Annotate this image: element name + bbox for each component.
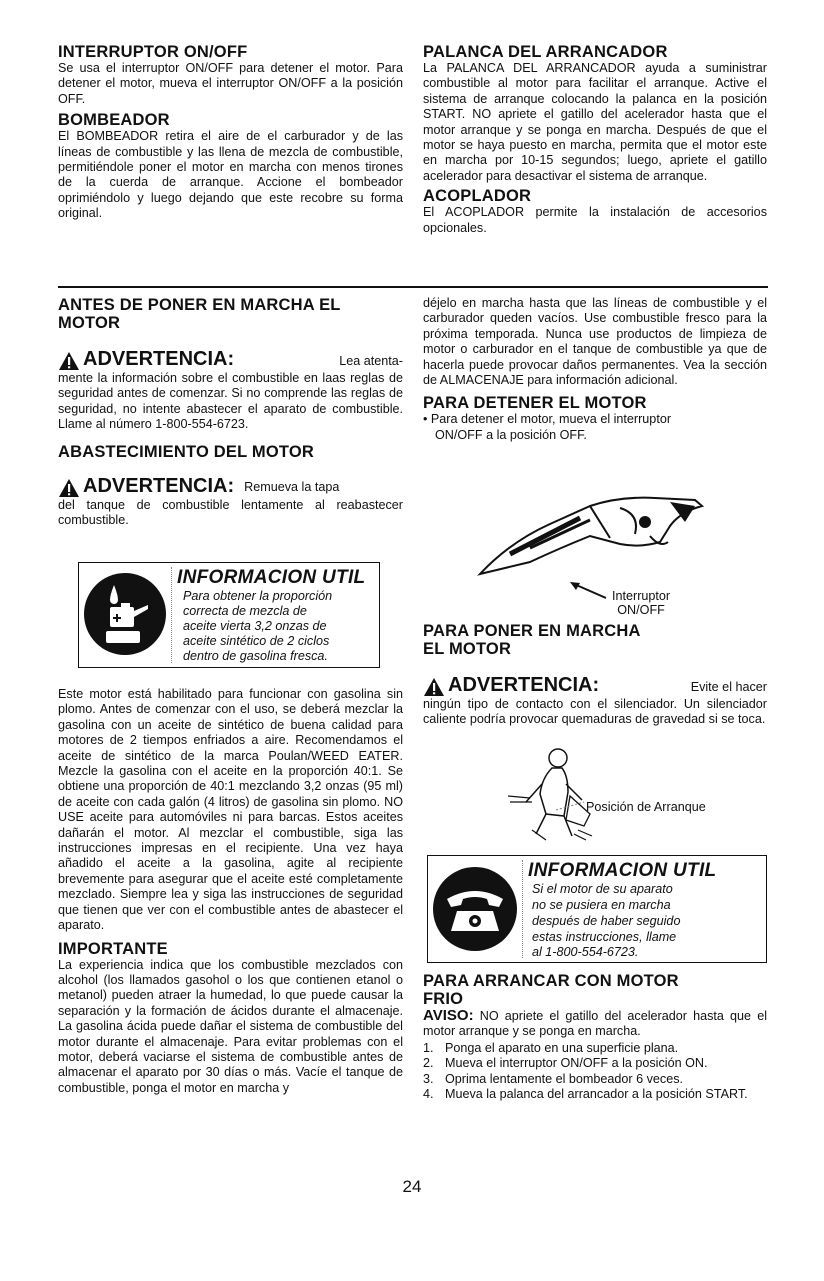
palanca-heading: PALANCA DEL ARRANCADOR xyxy=(423,43,668,61)
warning-1-label: ADVERTENCIA: xyxy=(83,348,235,370)
warning-triangle-icon xyxy=(58,351,80,371)
info-line: dentro de gasolina fresca. xyxy=(183,649,328,663)
importante-text: La experiencia indica que los combustible mezclados con alcohol (los llamados gasohol o los que contienen etanol o metanol) pueden atraer la humedad, lo que puede causar la separación y la formación de ácidos durante el almacenaje. La gasolina ácida puede dañar el sistema de combustible del motor durante el almacenaje. Para evitar problemas con el motor, deberá vaciarse el sistema de combustible antes de almacenar el aparato por 30 días o más. Vacíe el tanque de combustible, ponga el motor en marcha y xyxy=(58,957,403,1095)
detener-bullet-2: ON/OFF a la posición OFF. xyxy=(435,427,587,442)
warning-2-first: Remueva la tapa xyxy=(244,480,340,495)
info-line: aceite vierta 3,2 onzas de xyxy=(183,619,327,633)
poner-heading-line1: PARA PONER EN MARCHA xyxy=(423,622,641,640)
acoplador-heading: ACOPLADOR xyxy=(423,187,532,206)
warning-1-first: Lea atenta- xyxy=(339,353,403,368)
acoplador-text: El ACOPLADOR permite la instalación de accesorios opcionales. xyxy=(423,205,767,235)
info-divider xyxy=(171,567,172,663)
aviso-text xyxy=(423,1008,767,1040)
switch-label-line2: ON/OFF xyxy=(617,603,665,617)
step-item xyxy=(423,1087,767,1102)
info-line: correcta de mezcla de xyxy=(183,604,307,618)
step-number: 1. xyxy=(423,1040,434,1055)
info-line: al 1-800-554-6723. xyxy=(532,945,639,959)
warning-1-text: mente la información sobre el combustible en laas reglas de seguridad antes de comenzar. Si no comprende las reglas de seguridad, no intente abastecer el aparato de combustible. Llame al número 1-800-554-6723. xyxy=(58,371,403,432)
aviso-body: NO apriete el gatillo del acelerador hasta que el motor arranque y se ponga en marcha. xyxy=(423,1009,767,1039)
step-number: 4. xyxy=(423,1087,434,1102)
fuel-text: Este motor está habilitado para funcionar con gasolina sin plomo. Antes de comenzar con el uso, se deberá mezclar la gasolina con un aceite de sintético de buena calidad para motores de 2 tiempos enfriados a aire. Recomendamos el aceite de sintético de la marca Poulan/WEED EATER. Mezcle la gasolina con el aceite en la proporción 40:1. Se obtiene una proporción de 40:1 mezclando 3,2 onzas (95 ml) de aceite con cada galón (4 litros) de gasolina sin plomo. NO USE aceite para automóviles ni para barcas. Estos aceites dañarán el motor. Al mezclar el combustible, siga las instrucciones impresas en el recipiente. Una vez haya añadido el aceite a la gasolina, agite al recipiente brevemente para asegurar que el aceite esté completamente mezclado. Siempre lea y siga las instrucciones de seguridad que tienen que ver con el combustible antes de abastecer el aparato. xyxy=(58,687,403,933)
starting-position-illustration xyxy=(506,744,596,844)
detener-heading: PARA DETENER EL MOTOR xyxy=(423,394,647,413)
continued-text: déjelo en marcha hasta que las líneas de combustible y el carburador queden vacíos. Use combustible fresco para la próxima temporada. Nunca use productos de limpieza de motor o carburador en el tanque de combustible ya que de hacerla puede provocar daños permanentes. Vea la sección de ALMACENAJE para información adicional. xyxy=(423,296,767,388)
pointer-line xyxy=(556,798,586,812)
antes-heading-line1: ANTES DE PONER EN MARCHA EL xyxy=(58,296,341,314)
start-position-label: Posición de Arranque xyxy=(586,800,706,814)
interruptor-heading: INTERRUPTOR ON/OFF xyxy=(58,43,248,61)
page-number: 24 xyxy=(402,1177,422,1196)
poner-section xyxy=(423,622,767,728)
warning-2-label: ADVERTENCIA: xyxy=(83,474,235,497)
telephone-icon xyxy=(431,865,519,953)
warning-1-header xyxy=(58,348,403,371)
step-number: 3. xyxy=(423,1071,434,1086)
left-column xyxy=(58,296,403,528)
info-line: Para obtener la proporción xyxy=(183,589,333,603)
frio-heading-line2: FRIO xyxy=(423,990,464,1008)
info-box-help xyxy=(427,855,767,963)
poner-heading-line2: EL MOTOR xyxy=(423,640,512,658)
frio-section xyxy=(423,972,767,1102)
right-column xyxy=(423,296,767,443)
info-divider xyxy=(522,860,523,958)
step-item xyxy=(423,1056,767,1071)
step-text: Mueva la palanca del arrancador a la posición START. xyxy=(445,1087,748,1102)
step-text: Ponga el aparato en una superficie plana. xyxy=(445,1040,679,1055)
arrow-icon xyxy=(568,580,608,600)
palanca-text: La PALANCA DEL ARRANCADOR ayuda a suministrar combustible al motor para facilitar el arranque. Active el sistema de arranque colocando la palanca en la posición START. NO apriete el gatillo del acelerador hasta que el motor arranque y se ponga en marcha. Después de que el motor se haya puesto en marcha, permita que el motor este en marcha por 10-15 segundos; luego, apriete el gatillo acelerador para desactivar el sistema de arranque. xyxy=(423,61,767,183)
warning-triangle-icon xyxy=(423,677,445,697)
warning-3-header xyxy=(423,674,767,697)
oil-can-icon xyxy=(82,571,168,657)
step-item xyxy=(423,1041,767,1056)
step-item xyxy=(423,1072,767,1087)
bombeador-text: El BOMBEADOR retira el aire de el carburador y de las líneas de combustible y las llena de mezcla de combustible, permitiéndole poner el motor en marcha con menos tirones de la cuerda de arranque. Accione el bombeador oprimiéndolo y luego dejando que este recobre su forma original. xyxy=(58,129,403,221)
bombeador-heading: BOMBEADOR xyxy=(58,111,170,130)
switch-illustration xyxy=(470,492,710,582)
step-number: 2. xyxy=(423,1056,434,1071)
switch-label-line1: Interruptor xyxy=(612,589,671,603)
detener-bullet-1: • Para detener el motor, mueva el interruptor xyxy=(423,412,672,427)
step-text: Oprima lentamente el bombeador 6 veces. xyxy=(445,1071,684,1086)
warning-2-header xyxy=(58,475,403,498)
abastecimiento-heading: ABASTECIMIENTO DEL MOTOR xyxy=(58,442,314,461)
interruptor-text: Se usa el interruptor ON/OFF para detener el motor. Para detener el motor, mueva el interruptor ON/OFF a la posición OFF. xyxy=(58,61,403,106)
switch-label xyxy=(612,589,670,617)
step-text: Mueva el interruptor ON/OFF a la posición ON. xyxy=(445,1056,708,1071)
interruptor-section xyxy=(58,43,403,222)
info-line: no se pusiera en marcha xyxy=(532,898,671,912)
info-box-title: INFORMACION UTIL xyxy=(177,567,366,588)
steps-list xyxy=(423,1041,767,1103)
info-line: después de haber seguido xyxy=(532,914,681,928)
warning-3-first: Evite el hacer xyxy=(690,679,767,694)
warning-2-text: del tanque de combustible lentamente al reabastecer combustible. xyxy=(58,497,403,528)
aviso-label: AVISO: xyxy=(423,1007,474,1024)
importante-heading: IMPORTANTE xyxy=(58,939,168,958)
frio-heading-line1: PARA ARRANCAR CON MOTOR xyxy=(423,972,679,990)
info-line: Si el motor de su aparato xyxy=(532,882,673,896)
warning-3-text: ningún tipo de contacto con el silenciador. Un silenciador caliente podría provocar quemaduras de gravedad si se toca. xyxy=(423,697,767,727)
info-box-fuel xyxy=(78,562,380,668)
info-line: aceite sintético de 2 ciclos xyxy=(183,634,330,648)
antes-heading-line2: MOTOR xyxy=(58,314,121,332)
section-divider xyxy=(58,286,768,288)
palanca-section xyxy=(423,43,767,236)
info-line: estas instrucciones, llame xyxy=(532,930,677,944)
info-box-title: INFORMACION UTIL xyxy=(528,860,717,881)
warning-triangle-icon xyxy=(58,478,80,498)
fuel-section xyxy=(58,687,403,1096)
warning-3-label: ADVERTENCIA: xyxy=(448,674,600,696)
